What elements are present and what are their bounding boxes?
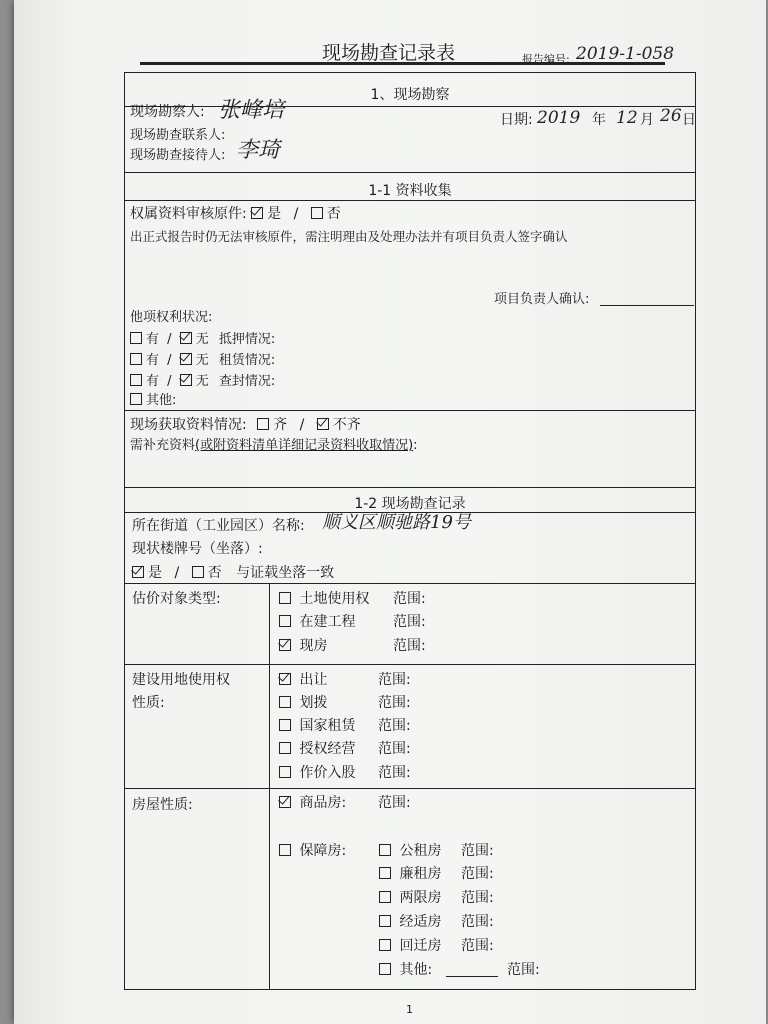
- receiver-signature: 李琦: [236, 138, 281, 163]
- consistent-yes-checkbox[interactable]: [132, 566, 144, 578]
- resettlement-checkbox[interactable]: [379, 939, 391, 951]
- authorized-checkbox[interactable]: [279, 742, 291, 754]
- separator: /: [167, 353, 172, 368]
- affordable-range: 范围:: [461, 914, 494, 930]
- land-use-range: 范围:: [378, 741, 411, 757]
- incomplete-label: 不齐: [332, 417, 361, 433]
- affordable-other-blank[interactable]: [446, 962, 498, 977]
- commercial-range: 范围:: [378, 795, 411, 811]
- affordable-other-checkbox[interactable]: [379, 963, 391, 975]
- none-checkbox[interactable]: [180, 353, 192, 365]
- right-row-lease: [130, 353, 275, 369]
- land-use-range: 范围:: [378, 672, 411, 688]
- building-no-label: 现状楼牌号（坐落）:: [132, 541, 263, 557]
- option-label: 现房: [299, 638, 328, 654]
- object-type-label: 估价对象类型:: [132, 591, 221, 607]
- other-checkbox[interactable]: [130, 393, 142, 405]
- onsite-materials-row: [130, 417, 361, 433]
- construction-checkbox[interactable]: [279, 615, 291, 627]
- supplement-label: 需补充资料: [130, 438, 196, 453]
- street-value: 顺义区顺驰路19号: [322, 512, 471, 533]
- manager-confirm-label: 项目负责人确认:: [494, 292, 590, 307]
- rule: [124, 410, 696, 411]
- supplement-row: [130, 438, 418, 454]
- separator: /: [293, 206, 299, 222]
- affordable-low-rent: [379, 866, 441, 882]
- separator: /: [167, 374, 172, 389]
- section-1-header: 1、现场勘察: [370, 87, 450, 103]
- rule: [124, 106, 696, 107]
- allocation-checkbox[interactable]: [279, 696, 291, 708]
- land-use-range: 范围:: [378, 695, 411, 711]
- separator: /: [167, 332, 172, 347]
- report-no-value: 2019-1-058: [576, 44, 675, 64]
- has-label: 有: [146, 332, 160, 347]
- land-use-authorized: [279, 741, 355, 757]
- manager-confirm-blank[interactable]: [600, 294, 694, 306]
- affordable-range: 范围:: [461, 866, 494, 882]
- date-month: 12: [616, 108, 638, 128]
- land-use-range: 范围:: [378, 765, 411, 781]
- month-label: 月: [640, 112, 654, 128]
- date-day: 26: [660, 106, 682, 126]
- has-label: 有: [146, 374, 160, 389]
- contact-label: 现场勘查联系人:: [130, 128, 226, 143]
- right-item: 查封情况:: [218, 374, 276, 389]
- right-item: 抵押情况:: [218, 332, 276, 347]
- form-title: 现场勘查记录表: [322, 42, 456, 64]
- separator: /: [299, 417, 305, 433]
- lease-checkbox[interactable]: [279, 719, 291, 731]
- option-label: 商品房:: [299, 795, 347, 811]
- rule: [124, 172, 696, 173]
- affordable-two-limit: [379, 890, 441, 906]
- has-label: 有: [146, 353, 160, 368]
- public-rent-checkbox[interactable]: [379, 844, 391, 856]
- none-label: 无: [195, 374, 209, 389]
- consistent-label: 与证载坐落一致: [236, 565, 335, 581]
- land-use-label-2: 性质:: [132, 695, 165, 711]
- land-use-range: 范围:: [378, 718, 411, 734]
- has-checkbox[interactable]: [130, 374, 142, 386]
- original-no-checkbox[interactable]: [311, 207, 323, 219]
- land-use-transfer: [279, 672, 327, 688]
- object-range: 范围:: [393, 638, 426, 654]
- rule: [124, 788, 696, 789]
- receiver-label: 现场勘查接待人:: [130, 148, 226, 163]
- land-use-allocation: [279, 695, 327, 711]
- street-label: 所在街道（工业园区）名称:: [132, 518, 305, 534]
- other-rights-label: 他项权利状况:: [130, 310, 213, 325]
- object-range: 范围:: [393, 591, 426, 607]
- yes-label: 是: [267, 206, 282, 222]
- original-review-row: [130, 206, 341, 222]
- page-number: 1: [406, 1003, 413, 1016]
- option-label: 国家租赁: [299, 718, 356, 734]
- option-label: 保障房:: [299, 843, 347, 859]
- onsite-label: 现场获取资料情况:: [130, 417, 247, 433]
- land-use-equity: [279, 765, 355, 781]
- affordable-other: [379, 962, 432, 978]
- object-type-land: [279, 591, 369, 607]
- affordable-range: 范围:: [461, 843, 494, 859]
- house-commercial: [279, 795, 346, 811]
- commercial-checkbox[interactable]: [279, 796, 291, 808]
- option-label: 作价入股: [299, 765, 356, 781]
- option-label: 公租房: [399, 843, 442, 859]
- land-use-lease: [279, 718, 355, 734]
- section-1-2-header: 1-2 现场勘查记录: [354, 496, 466, 512]
- transfer-checkbox[interactable]: [279, 673, 291, 685]
- rule: [124, 200, 696, 201]
- option-label: 出让: [299, 672, 328, 688]
- none-label: 无: [195, 353, 209, 368]
- none-checkbox[interactable]: [180, 374, 192, 386]
- option-label: 划拨: [299, 695, 328, 711]
- has-checkbox[interactable]: [130, 353, 142, 365]
- affordable-resettlement: [379, 938, 441, 954]
- two-limit-checkbox[interactable]: [379, 891, 391, 903]
- option-label: 其他:: [399, 962, 433, 978]
- consistency-row: [132, 565, 334, 581]
- object-range: 范围:: [393, 614, 426, 630]
- option-label: 经适房: [399, 914, 442, 930]
- day-label: 日: [682, 112, 696, 128]
- incomplete-checkbox[interactable]: [317, 418, 329, 430]
- date-year: 2019: [537, 108, 581, 128]
- none-checkbox[interactable]: [180, 332, 192, 344]
- rule: [124, 664, 696, 665]
- house-nature-label: 房屋性质:: [132, 797, 193, 813]
- no-label: 否: [326, 206, 341, 222]
- object-type-existing: [279, 638, 327, 654]
- house-affordable: [279, 843, 346, 859]
- supplement-note: (或附资料清单详细记录资料收取情况): [195, 438, 414, 453]
- affordable-range: 范围:: [461, 890, 494, 906]
- date-label: 日期:: [500, 112, 533, 128]
- right-row-seizure: [130, 374, 275, 390]
- other-label: 其他:: [146, 393, 177, 408]
- year-label: 年: [592, 112, 606, 128]
- column-divider: [269, 583, 270, 990]
- report-no-label: 报告编号:: [522, 53, 570, 66]
- inspector-signature: 张峰培: [218, 98, 285, 123]
- option-label: 两限房: [399, 890, 442, 906]
- separator: /: [174, 565, 180, 581]
- affordable-checkbox[interactable]: [279, 844, 291, 856]
- affordable-public-rent: [379, 843, 441, 859]
- existing-checkbox[interactable]: [279, 639, 291, 651]
- right-item: 租赁情况:: [218, 353, 276, 368]
- consistent-no-checkbox[interactable]: [192, 566, 204, 578]
- option-label: 授权经营: [299, 741, 356, 757]
- option-label: 在建工程: [299, 614, 356, 630]
- option-label: 回迁房: [399, 938, 442, 954]
- none-label: 无: [195, 332, 209, 347]
- has-checkbox[interactable]: [130, 332, 142, 344]
- affordable-other-range: 范围:: [507, 962, 540, 978]
- affordable-range: 范围:: [461, 938, 494, 954]
- option-label: 廉租房: [399, 866, 442, 882]
- right-row-other: [130, 393, 176, 409]
- land-use-label-1: 建设用地使用权: [132, 672, 230, 688]
- option-label: 土地使用权: [299, 591, 370, 607]
- complete-checkbox[interactable]: [257, 418, 269, 430]
- consistent-yes-label: 是: [148, 565, 162, 581]
- equity-checkbox[interactable]: [279, 766, 291, 778]
- original-review-label: 权属资料审核原件:: [130, 206, 247, 222]
- section-1-1-header: 1-1 资料收集: [368, 183, 452, 199]
- title-rule: [140, 62, 665, 65]
- supplement-colon: :: [413, 438, 418, 453]
- object-type-construction: [279, 614, 355, 630]
- rule: [124, 487, 696, 488]
- review-note: 出正式报告时仍无法审核原件，需注明理由及处理办法并有项目负责人签字确认: [130, 229, 568, 244]
- affordable-economic: [379, 914, 441, 930]
- economic-checkbox[interactable]: [379, 915, 391, 927]
- inspector-label: 现场勘察人:: [130, 104, 205, 120]
- low-rent-checkbox[interactable]: [379, 867, 391, 879]
- rule: [124, 583, 696, 584]
- complete-label: 齐: [273, 417, 288, 433]
- consistent-no-label: 否: [207, 565, 222, 581]
- right-row-mortgage: [130, 332, 275, 348]
- land-checkbox[interactable]: [279, 592, 291, 604]
- original-yes-checkbox[interactable]: [251, 207, 263, 219]
